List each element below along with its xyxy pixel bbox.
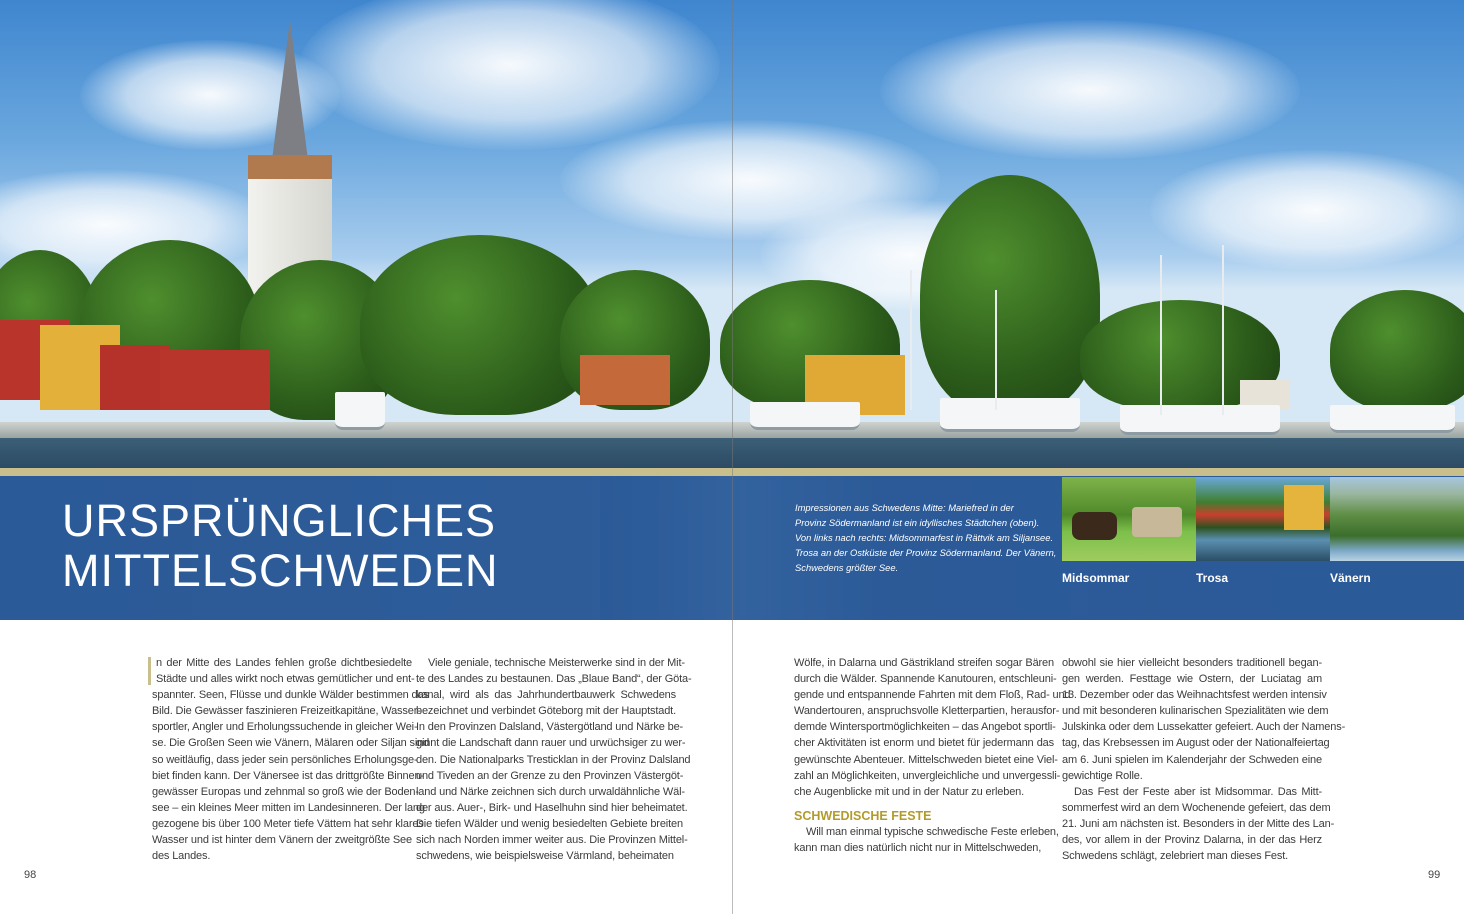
text-line: n der Mitte des Landes fehlen große dichtbesiedelte: [156, 657, 412, 669]
thumbnail-trosa: [1196, 477, 1330, 561]
text-line: zahl an Möglichkeiten, unvergleichliche und unvergessli-: [794, 769, 1061, 782]
text-line: Will man einmal typische schwedische Feste erleben,: [806, 825, 1059, 838]
text-line: gewünschte Abenteuer. Mittelschweden bietet eine Viel-: [794, 753, 1058, 766]
text-line: gewichtige Rolle.: [1062, 769, 1143, 782]
text-line: sich nach Norden immer weiter aus. Die Provinzen Mittel-: [416, 834, 688, 847]
page-number-left: 98: [24, 869, 37, 881]
text-line: der aus. Auer-, Birk- und Haselhuhn sind hier beheimatet.: [416, 801, 688, 814]
page-title: [62, 496, 499, 596]
caption-line: Provinz Södermanland ist ein idyllisches Städtchen (oben).: [795, 517, 1040, 528]
text-line: see – ein kleines Meer mitten im Landesinneren. Der lang: [152, 801, 425, 814]
text-line: Julskinka oder dem Lussekatter gefeiert. Auch der Namens-: [1062, 721, 1346, 734]
text-line: ginnt die Landschaft dann rauer und urwüchsiger zu wer-: [416, 737, 686, 750]
drop-cap: [148, 657, 151, 685]
text-column-4: [1062, 655, 1346, 864]
caption-line: Impressionen aus Schwedens Mitte: Mariefred in der: [795, 502, 1014, 513]
text-line: am 6. Juni spielen im Kalenderjahr der Schweden eine: [1062, 753, 1322, 766]
text-line: tag, das Krebsessen im August oder der Nationalfeiertag: [1062, 737, 1330, 750]
text-line: durch die Wälder. Spannende Kanutouren, entschleuni-: [794, 673, 1057, 686]
text-line: obwohl sie hier vielleicht besonders traditionell began-: [1062, 657, 1322, 669]
text-line: kann man dies natürlich nicht nur in Mittelschweden,: [794, 842, 1042, 855]
text-line: Wasser und ist hinter dem Vänern der zweitgrößte See: [152, 834, 412, 847]
text-line: Die tiefen Wälder und wenig besiedelten Gebiete breiten: [416, 817, 683, 830]
text-line: und Tiveden an der Grenze zu den Provinzen Västergöt-: [416, 769, 684, 782]
thumbnail-label: Trosa: [1196, 571, 1229, 585]
text-line: Viele geniale, technische Meisterwerke sind in der Mit-: [428, 657, 685, 669]
text-line: 13. Dezember oder das Weihnachtsfest werden intensiv: [1062, 689, 1327, 702]
text-column-2: [416, 655, 692, 864]
photo-caption: [795, 500, 1060, 575]
text-line: te des Landes zu bestaunen. Das „Blaue Band“, der Göta-: [416, 673, 692, 686]
caption-line: Von links nach rechts: Midsommarfest in Rättvik am Siljansee.: [795, 532, 1054, 543]
text-line: kanal, wird als das Jahrhundertbauwerk Schwedens: [416, 689, 676, 702]
thumbnail-label: Midsommar: [1062, 571, 1130, 585]
text-line: se. Die Großen Seen wie Vänern, Mälaren oder Siljan sind: [152, 737, 430, 750]
text-line: schwedens, wie beispielsweise Värmland, beheimaten: [416, 850, 674, 863]
thumbnail-midsommar: [1062, 477, 1196, 561]
thumbnail-vanern: [1330, 477, 1464, 561]
text-line: Bild. Die Gewässer faszinieren Freizeitkapitäne, Wasser-: [152, 705, 421, 718]
page-fold: [732, 0, 733, 914]
title-line-2: MITTELSCHWEDEN: [62, 545, 499, 596]
text-line: gen werden. Festtage wie Ostern, der Luciatag am: [1062, 673, 1322, 686]
text-line: Wölfe, in Dalarna und Gästrikland streifen sogar Bären: [794, 657, 1054, 669]
text-line: Schwedens schlägt, zelebriert man dieses Fest.: [1062, 850, 1289, 863]
text-line: den. Die Nationalparks Tresticklan in der Provinz Dalsland: [416, 753, 691, 766]
caption-line: Schwedens größter See.: [795, 562, 899, 573]
page-number-right: 99: [1428, 869, 1441, 881]
text-line: des, vor allem in der Provinz Dalarna, in der das Herz: [1062, 834, 1322, 847]
text-line: land und Närke zeichnen sich durch urwaldähnliche Wäl-: [416, 785, 685, 798]
text-line: gewässer Europas und zehnmal so groß wie der Boden-: [152, 785, 419, 798]
text-line: Das Fest der Feste aber ist Midsommar. Das Mitt-: [1074, 785, 1322, 798]
text-line: 21. Juni am nächsten ist. Besonders in der Mitte des Lan-: [1062, 817, 1335, 830]
text-line: und mit besonderen kulinarischen Spezialitäten wie dem: [1062, 705, 1329, 718]
thumbnail-label: Vänern: [1330, 571, 1371, 585]
text-line: In den Provinzen Dalsland, Västergötland und Närke be-: [416, 721, 684, 734]
text-column-3: [794, 655, 1071, 856]
text-line: sommerfest wird an dem Wochenende gefeiert, das dem: [1062, 801, 1331, 814]
church-spire: [272, 20, 308, 160]
text-line: biet finden kann. Der Vänersee ist das drittgrößte Binnen-: [152, 769, 424, 782]
text-line: sportler, Angler und Erholungssuchende in gleicher Wei-: [152, 721, 418, 734]
caption-line: Trosa an der Ostküste der Provinz Södermanland. Der Vänern,: [795, 547, 1057, 558]
text-line: demde Wintersportmöglichkeiten – das Angebot sportli-: [794, 721, 1056, 734]
text-line: gende und entspannende Fahrten mit dem Floß, Rad- und: [794, 689, 1071, 702]
title-line-1: URSPRÜNGLICHES: [62, 495, 497, 546]
text-line: gezogene bis über 100 Meter tiefe Vättem hat sehr klares: [152, 817, 424, 830]
text-line: Städte und alles wirkt noch etwas gemütlicher und ent-: [156, 673, 415, 686]
text-line: spannter. Seen, Flüsse und dunkle Wälder bestimmen das: [152, 689, 429, 702]
text-line: des Landes.: [152, 850, 211, 863]
section-heading: SCHWEDISCHE FESTE: [794, 808, 932, 823]
text-column-1: [152, 655, 430, 864]
text-line: che Augenblicke mit und in der Natur zu erleben.: [794, 785, 1025, 798]
text-line: so weitläufig, dass jeder sein persönliches Erholungsge-: [152, 753, 418, 766]
text-line: cher Aktivitäten ist enorm und bietet für jedermann das: [794, 737, 1054, 750]
text-line: Wandertouren, anspruchsvolle Kletterpartien, herausfor-: [794, 705, 1060, 718]
text-line: bezeichnet und verbindet Göteborg mit der Hauptstadt.: [416, 705, 676, 718]
